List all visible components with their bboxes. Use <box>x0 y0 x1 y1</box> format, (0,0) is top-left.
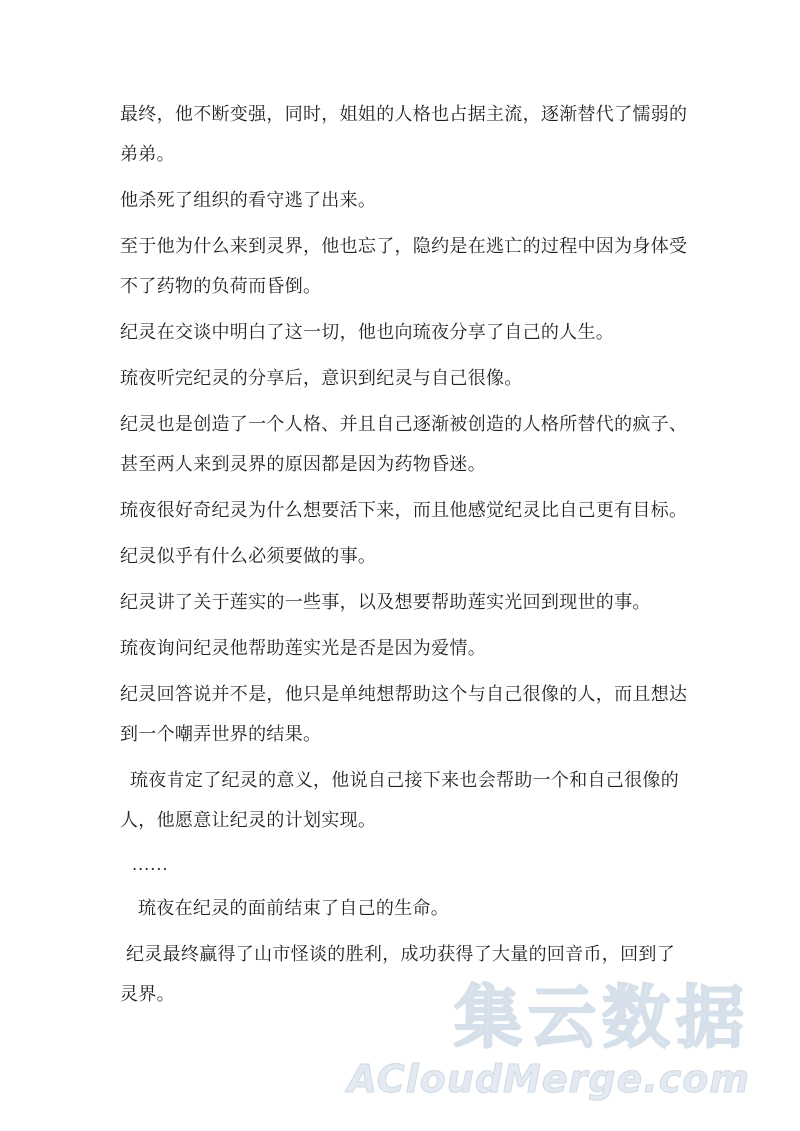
paragraph: 琉夜询问纪灵他帮助莲实光是否是因为爱情。 <box>120 638 486 659</box>
paragraph: 琉夜在纪灵的面前结束了自己的生命。 <box>138 898 450 919</box>
watermark-english-text: ACloudMerge.com <box>347 1057 750 1101</box>
paragraph: 纪灵最终赢得了山市怪谈的胜利，成功获得了大量的回音币，回到了灵界。 <box>120 944 675 1005</box>
paragraph: 琉夜很好奇纪灵为什么想要活下来，而且他感觉纪灵比自己更有目标。 <box>120 500 688 521</box>
paragraph: 最终，他不断变强，同时，姐姐的人格也占据主流，逐渐替代了懦弱的弟弟。 <box>120 104 688 165</box>
document-body <box>120 95 690 1021</box>
paragraph: 琉夜听完纪灵的分享后，意识到纪灵与自己很像。 <box>120 368 523 389</box>
paragraph: 至于他为什么来到灵界，他也忘了，隐约是在逃亡的过程中因为身体受不了药物的负荷而昏倒。 <box>120 236 688 297</box>
paragraph: 纪灵似乎有什么必须要做的事。 <box>120 546 377 567</box>
watermark-chinese-text: 集云数据 <box>453 979 750 1058</box>
paragraph: 纪灵在交谈中明白了这一切，他也向琉夜分享了自己的人生。 <box>120 322 615 343</box>
paragraph: 他杀死了组织的看守逃了出来。 <box>120 190 377 211</box>
paragraph: 琉夜肯定了纪灵的意义，他说自己接下来也会帮助一个和自己很像的人，他愿意让纪灵的计划实现。 <box>120 770 679 831</box>
paragraph: 纪灵讲了关于莲实的一些事，以及想要帮助莲实光回到现世的事。 <box>120 592 651 613</box>
paragraph: 纪灵回答说并不是，他只是单纯想帮助这个与自己很像的人，而且想达到一个嘲弄世界的结果。 <box>120 684 688 745</box>
ellipsis-separator: ...... <box>132 855 169 874</box>
paragraph: 纪灵也是创造了一个人格、并且自己逐渐被创造的人格所替代的疯子、甚至两人来到灵界的原因都是因为药物昏迷。 <box>120 414 688 475</box>
